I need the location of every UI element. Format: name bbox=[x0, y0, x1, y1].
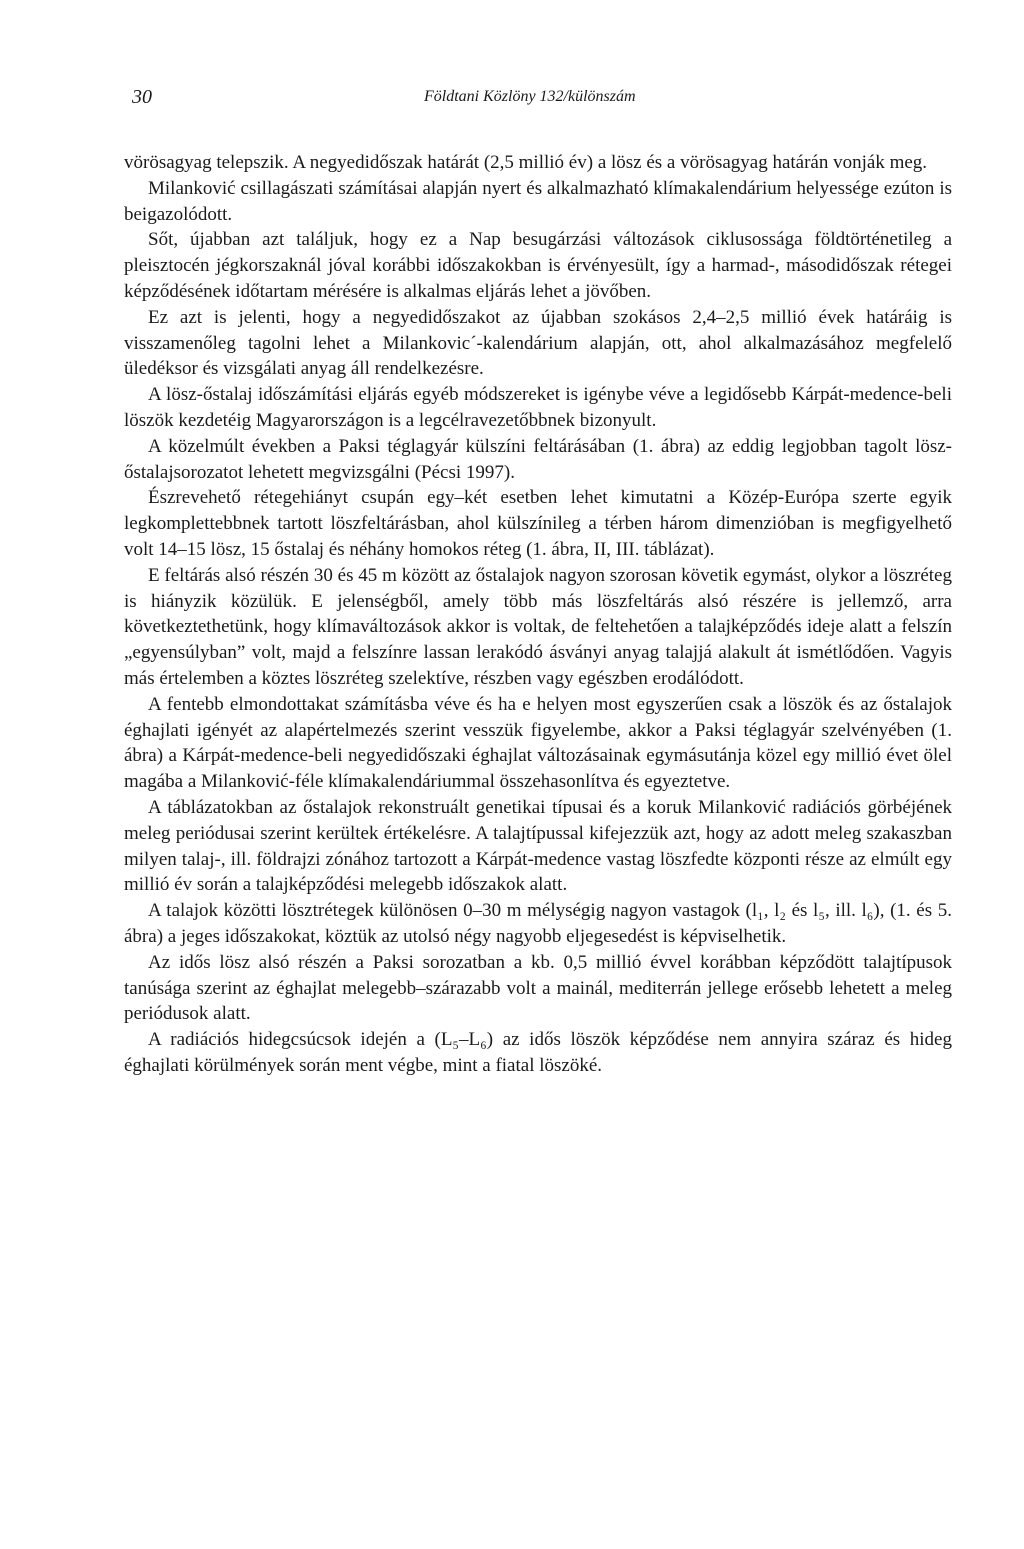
paragraph: Milanković csillagászati számításai alapján nyert és alkalmazható klímakalendárium helyessége ezúton is beigazolódott. bbox=[124, 177, 952, 225]
paragraph: A talajok közötti lösztrétegek különösen 0–30 m mélységig nagyon vastagok (l₁, l₂ és l₅, ill. l₆), (1. és 5. ábra) a jeges időszakokat, köztük az utolsó négy nagyobb eljegesedést is képviselhetik. bbox=[124, 900, 952, 947]
page-header bbox=[132, 86, 952, 114]
paragraph: A táblázatokban az őstalajok rekonstruált genetikai típusai és a koruk Milanković radiációs görbéjének meleg periódusai szerint kerültek értékelésre. A talajtípussal kifejezzük azt, hogy az adott meleg szakaszban milyen talaj-, ill. földrajzi zónához tartozott a Kárpát-medence vastag löszfedte központi része az elmúlt egy millió év során a talajképződési melegebb időszakok alatt. bbox=[124, 796, 952, 896]
paragraph: Az idős lösz alsó részén a Paksi sorozatban a kb. 0,5 millió évvel korábban képződött talajtípusok tanúsága szerint az éghajlat melegebb–szárazabb volt a mainál, mediterrán jellege erősebb lehetett a meleg periódusok alatt. bbox=[124, 951, 952, 1025]
paragraph: Észrevehető rétegehiányt csupán egy–két esetben lehet kimutatni a Közép-Európa szerte egyik legkomplettebbnek tartott löszfeltárásban, ahol külszínileg a térben három dimenzióban is megfigyelhető volt 14–15 lösz, 15 őstalaj és néhány homokos réteg (1. ábra, II, III. táblázat). bbox=[124, 487, 952, 560]
paragraph: A radiációs hidegcsúcsok idején a (L₅–L₆) az idős löszök képződése nem annyira száraz és hideg éghajlati körülmények során ment végbe, mint a fiatal löszöké. bbox=[124, 1029, 952, 1076]
paragraph: A lösz-őstalaj időszámítási eljárás egyéb módszereket is igénybe véve a legidősebb Kárpát-medence-beli löszök kezdetéig Magyarországon is a legcélravezetőbbnek bizonyult. bbox=[124, 384, 952, 431]
paragraph: A közelmúlt években a Paksi téglagyár külszíni feltárásában (1. ábra) az eddig legjobban tagolt lösz-őstalajsorozatot lehetett megvizsgálni (Pécsi 1997). bbox=[124, 435, 952, 483]
journal-title: Földtani Közlöny 132/különszám bbox=[424, 88, 636, 105]
body-text bbox=[124, 150, 952, 1079]
paragraph: Sőt, újabban azt találjuk, hogy ez a Nap besugárzási változások ciklusossága földtörténetileg a pleisztocén jégkorszaknál jóval korábbi időszakokban is érvényesült, így a harmad-, másodidőszak rétegei képződésének időtartam mérésére is alkalmas eljárás lehet a jövőben. bbox=[124, 229, 952, 302]
paragraph: vörösagyag telepszik. A negyedidőszak határát (2,5 millió év) a lösz és a vörösagyag határán vonják meg. bbox=[124, 152, 928, 173]
paragraph: A fentebb elmondottakat számításba véve és ha e helyen most egyszerűen csak a löszök és az őstalajok éghajlati igényét az alapértelmezés szerint vesszük figyelembe, akkor a Paksi téglagyár szelvényében (1. ábra) a Kárpát-medence-beli negyedidőszaki éghajlat változásainak egymásutánja közel egy millió évet ölel magába a Milanković-féle klímakalendáriummal összehasonlítva és egyeztetve. bbox=[124, 693, 952, 793]
paragraph: E feltárás alsó részén 30 és 45 m között az őstalajok nagyon szorosan követik egymást, olykor a löszréteg is hiányzik közülük. E jelenségből, amely több más löszfeltárás alsó részére is jellemző, arra következtethetünk, hogy klímaváltozások akkor is voltak, de feltehetően a talajképződés ideje alatt a felszín „egyensúlyban” volt, majd a felszínre lassan lerakódó ásványi anyag talajjá alakult át ismétlődően. Vagyis más értelemben a köztes löszréteg szelektíve, részben vagy egészben erodálódott. bbox=[124, 564, 952, 689]
page-number: 30 bbox=[132, 86, 152, 108]
paragraph: Ez azt is jelenti, hogy a negyedidőszakot az újabban szokásos 2,4–2,5 millió évek határáig is visszamenőleg tagolni lehet a Milankovic´-kalendárium alapján, ott, ahol alkalmazásához megfelelő üledéksor és vizsgálati anyag áll rendelkezésre. bbox=[124, 306, 952, 380]
